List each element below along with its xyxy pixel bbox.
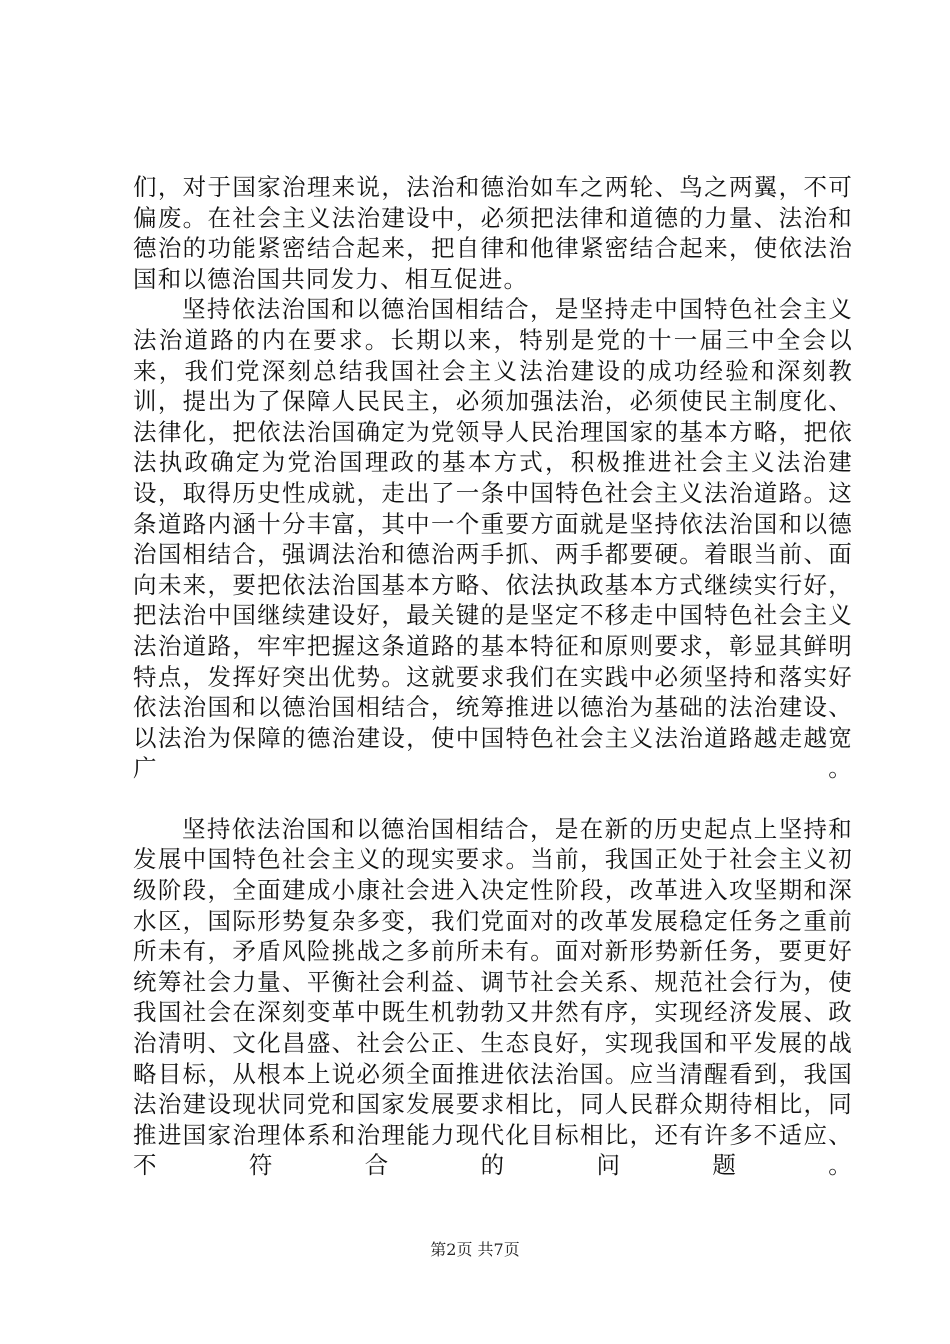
paragraph-1: 们，对于国家治理来说，法治和德治如车之两轮、鸟之两翼，不可偏废。在社会主义法治建设中，必须把法律和道德的力量、法治和德治的功能紧密结合起来，把自律和他律紧密结合起来，使依法治国和以德治国共同发力、相互促进。 <box>133 173 853 293</box>
paragraph-3: 坚持依法治国和以德治国相结合，是在新的历史起点上坚持和发展中国特色社会主义的现实要求。当前，我国正处于社会主义初级阶段，全面建成小康社会进入决定性阶段，改革进入攻坚期和深水区，国际形势复杂多变，我们党面对的改革发展稳定任务之重前所未有，矛盾风险挑战之多前所未有。面对新形势新任务，要更好统筹社会力量、平衡社会利益、调节社会关系、规范社会行为，使我国社会在深刻变革中既生机勃勃又井然有序，实现经济发展、政治清明、文化昌盛、社会公正、生态良好，实现我国和平发展的战略目标，从根本上说必须全面推进依法治国。应当清醒看到，我国法治建设现状同党和国家发展要求相比，同人民群众期待相比，同推进国家治理体系和治理能力现代化目标相比，还有许多不适应、不符合的问题。 <box>133 814 853 1180</box>
paragraph-2: 坚持依法治国和以德治国相结合，是坚持走中国特色社会主义法治道路的内在要求。长期以来，特别是党的十一届三中全会以来，我们党深刻总结我国社会主义法治建设的成功经验和深刻教训，提出为了保障人民民主，必须加强法治，必须使民主制度化、法律化，把依法治国确定为党领导人民治理国家的基本方略，把依法执政确定为党治国理政的基本方式，积极推进社会主义法治建设，取得历史性成就，走出了一条中国特色社会主义法治道路。这条道路内涵十分丰富，其中一个重要方面就是坚持依法治国和以德治国相结合，强调法治和德治两手抓、两手都要硬。着眼当前、面向未来，要把依法治国基本方略、依法执政基本方式继续实行好，把法治中国继续建设好，最关键的是坚定不移走中国特色社会主义法治道路，牢牢把握这条道路的基本特征和原则要求，彰显其鲜明特点，发挥好突出优势。这就要求我们在实践中必须坚持和落实好依法治国和以德治国相结合，统筹推进以德治为基础的法治建设、以法治为保障的德治建设，使中国特色社会主义法治道路越走越宽广。 <box>133 295 853 783</box>
page-number-footer: 第2页 共7页 <box>430 1240 520 1259</box>
paragraph-spacer <box>133 784 853 814</box>
document-body <box>133 172 853 1181</box>
